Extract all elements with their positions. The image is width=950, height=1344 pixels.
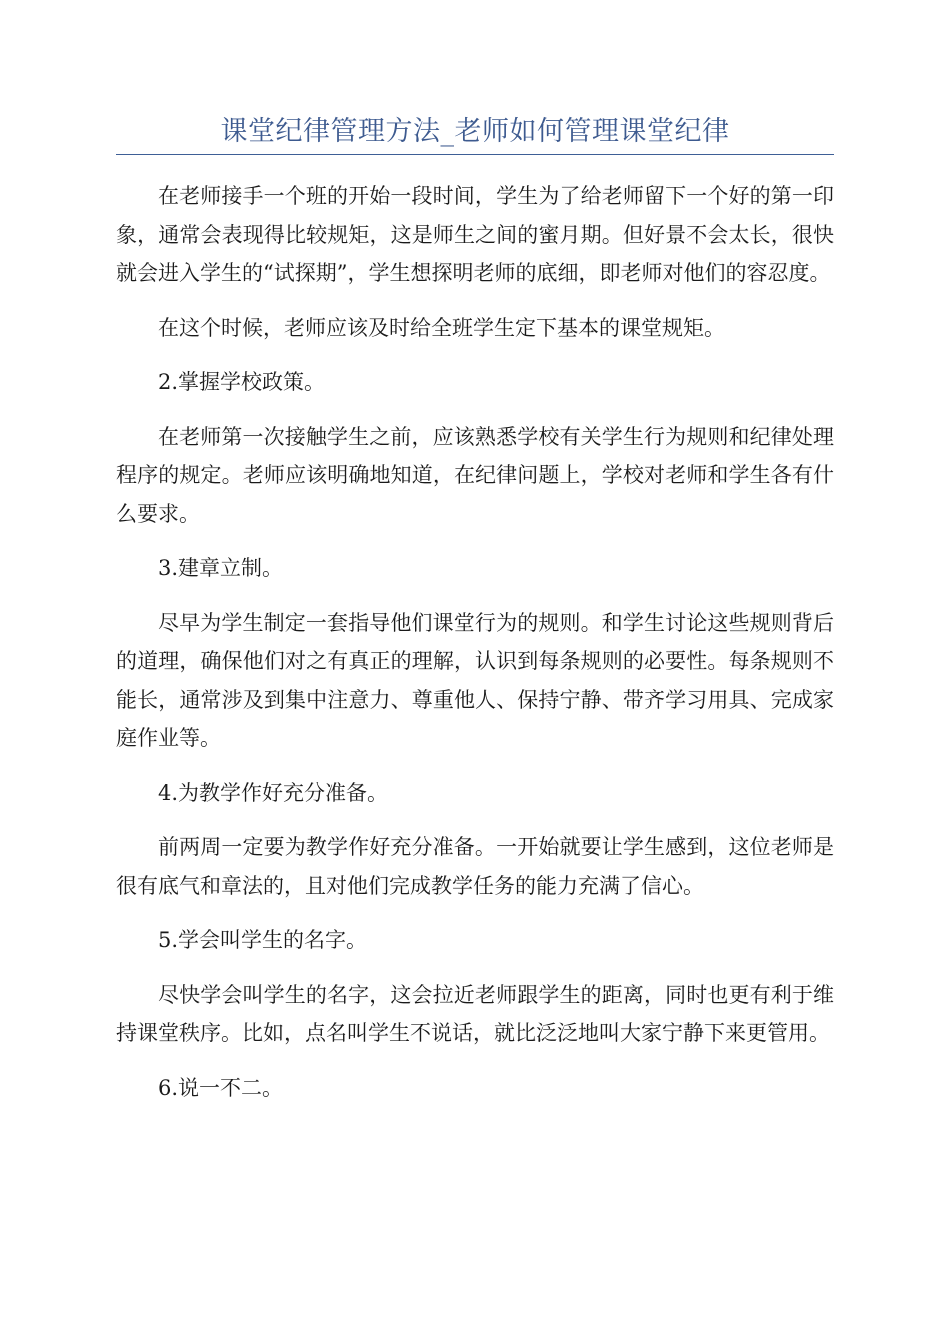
document-title: 课堂纪律管理方法_老师如何管理课堂纪律 <box>220 116 730 147</box>
section-heading: 5.学会叫学生的名字。 <box>158 928 368 952</box>
title-underline <box>116 154 834 155</box>
paragraph: 尽快学会叫学生的名字，这会拉近老师跟学生的距离，同时也更有利于维持课堂秩序。比如，点名叫学生不说话，就比泛泛地叫大家宁静下来更管用。 <box>116 982 834 1045</box>
paragraph: 在老师接手一个班的开始一段时间，学生为了给老师留下一个好的第一印象，通常会表现得比较规矩，这是师生之间的蜜月期。但好景不会太长，很快就会进入学生的“试探期”，学生想探明老师的底细，即老师对他们的容忍度。 <box>116 184 834 285</box>
section-heading: 4.为教学作好充分准备。 <box>158 780 389 805</box>
paragraph: 尽早为学生制定一套指导他们课堂行为的规则。和学生讨论这些规则背后的道理，确保他们对之有真正的理解，认识到每条规则的必要性。每条规则不能长，通常涉及到集中注意力、尊重他人、保持宁静、带齐学习用具、完成家庭作业等。 <box>116 610 834 750</box>
paragraph: 在这个时候，老师应该及时给全班学生定下基本的课堂规矩。 <box>158 315 725 340</box>
section-heading: 6.说一不二。 <box>158 1075 284 1100</box>
paragraph: 在老师第一次接触学生之前，应该熟悉学校有关学生行为规则和纪律处理程序的规定。老师应该明确地知道，在纪律问题上，学校对老师和学生各有什么要求。 <box>116 424 834 526</box>
paragraph: 前两周一定要为教学作好充分准备。一开始就要让学生感到，这位老师是很有底气和章法的，且对他们完成教学任务的能力充满了信心。 <box>116 835 834 898</box>
section-heading: 3.建章立制。 <box>158 556 284 580</box>
section-heading: 2.掌握学校政策。 <box>158 370 326 394</box>
document-body <box>116 177 834 1123</box>
